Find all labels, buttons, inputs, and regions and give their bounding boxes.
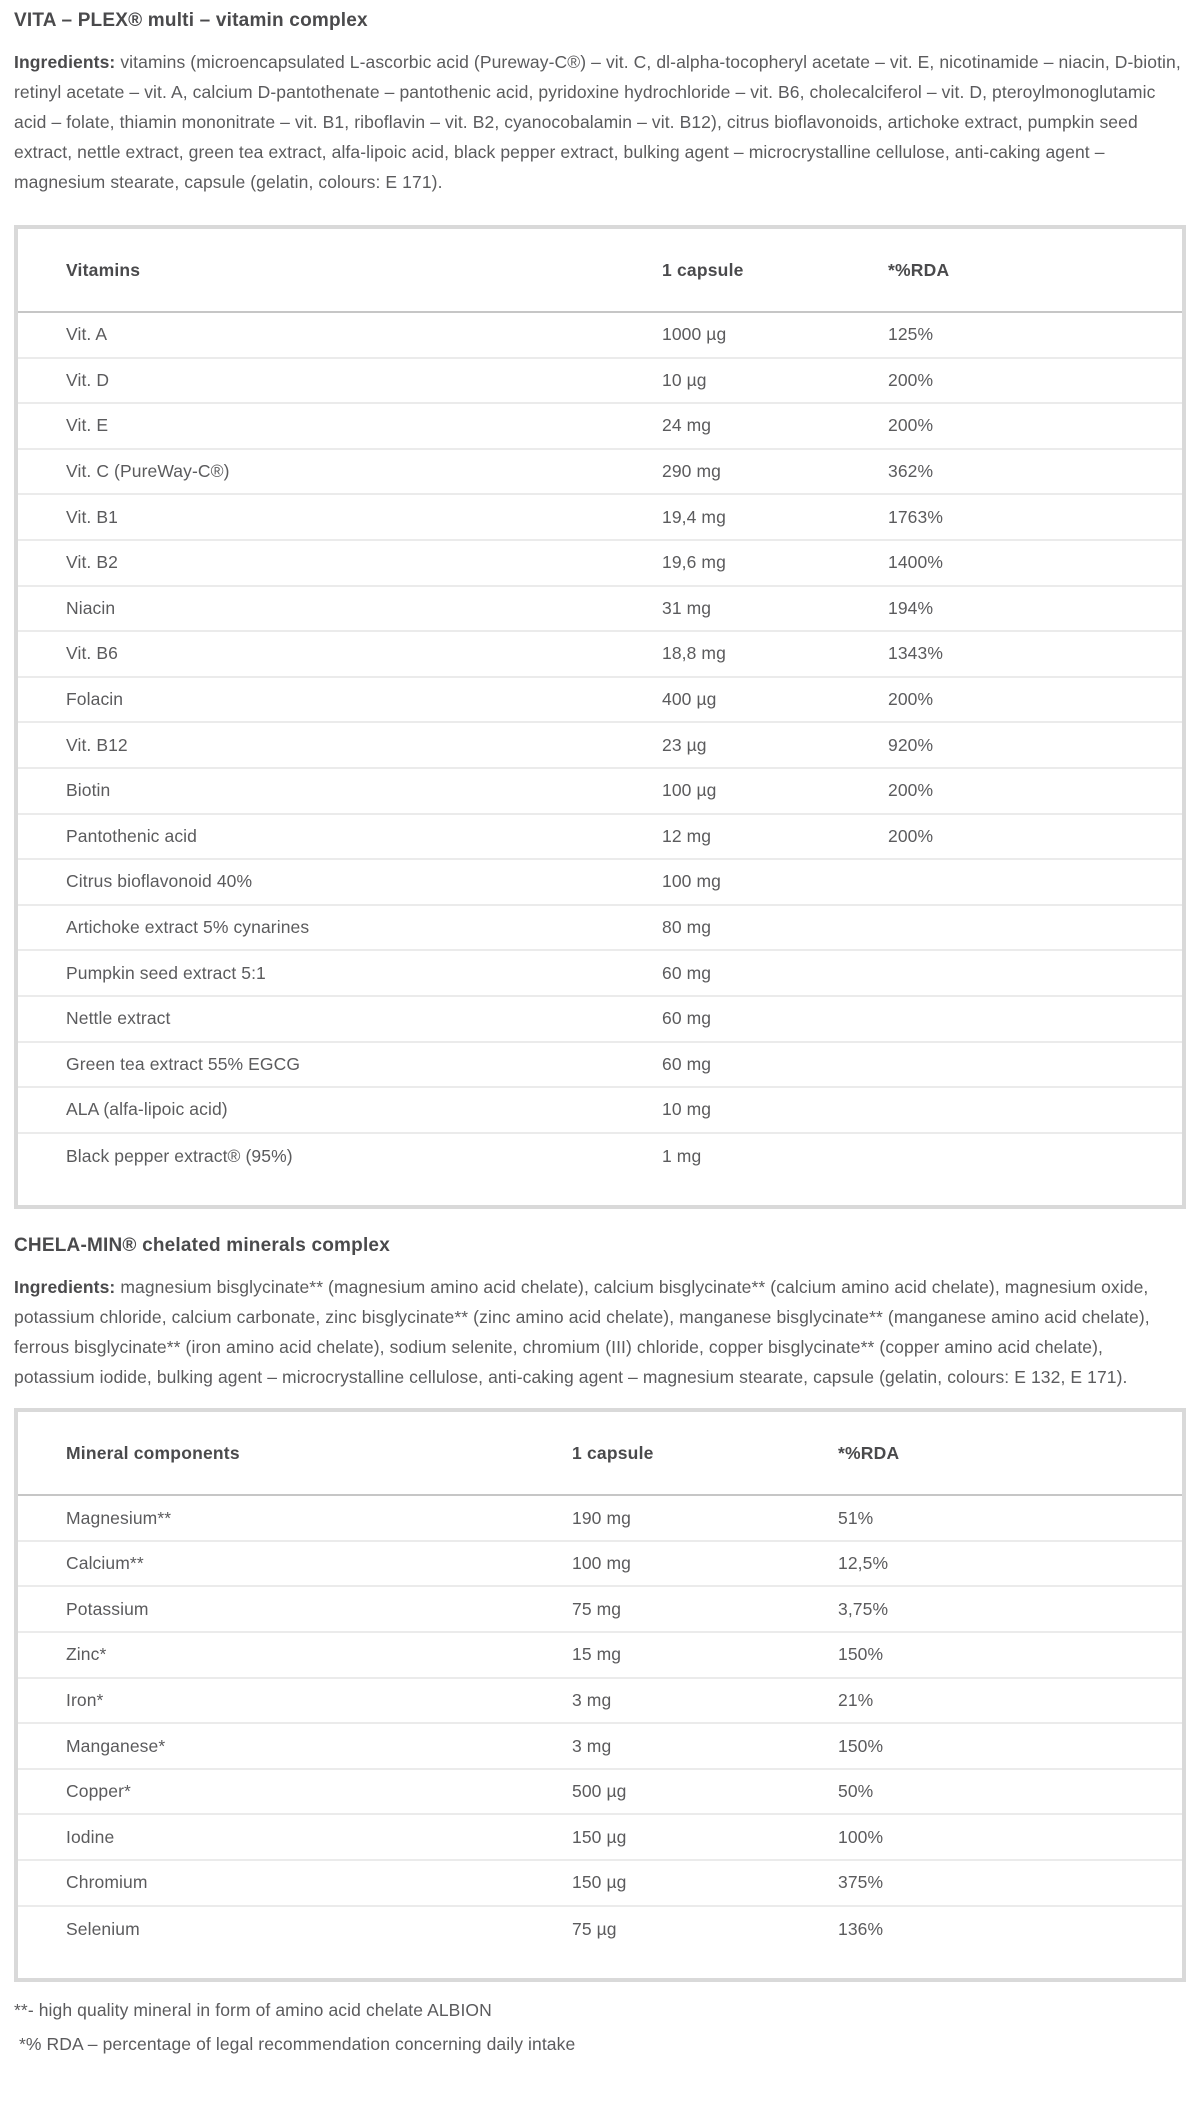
cell-amount: 100 mg (572, 1553, 631, 1574)
cell-component-name: Iron* (66, 1689, 104, 1710)
table-row (18, 632, 1182, 678)
minerals-ingredients-paragraph (14, 1272, 1186, 1392)
cell-component-name: Iodine (66, 1826, 115, 1847)
cell-rda: 21% (838, 1689, 874, 1710)
table-row (18, 1907, 1182, 1953)
cell-component-name: Potassium (66, 1598, 149, 1619)
ingredients-label: Ingredients: (14, 1277, 116, 1298)
cell-rda: 375% (838, 1872, 884, 1893)
vitamins-section-title: VITA – PLEX® multi – vitamin complex (14, 10, 368, 31)
cell-amount: 3 mg (572, 1689, 612, 1710)
cell-component-name: Vit. E (66, 415, 109, 436)
cell-component-name: Citrus bioflavonoid 40% (66, 871, 253, 892)
cell-component-name: Pumpkin seed extract 5:1 (66, 962, 266, 983)
cell-rda: 920% (888, 734, 934, 755)
cell-amount: 80 mg (662, 917, 712, 938)
cell-amount: 1 mg (662, 1145, 702, 1166)
cell-amount: 3 mg (572, 1735, 612, 1756)
header-cell-minerals: Mineral components (66, 1442, 240, 1463)
cell-component-name: Zinc* (66, 1644, 107, 1665)
cell-rda: 12,5% (838, 1553, 889, 1574)
table-row (18, 723, 1182, 769)
table-row (18, 951, 1182, 997)
cell-component-name: Vit. A (66, 324, 108, 345)
header-cell-capsule: 1 capsule (662, 259, 744, 280)
table-row (18, 678, 1182, 724)
table-row (18, 404, 1182, 450)
cell-amount: 31 mg (662, 597, 712, 618)
cell-amount: 18,8 mg (662, 643, 726, 664)
cell-amount: 23 µg (662, 734, 707, 755)
cell-rda: 200% (888, 415, 934, 436)
cell-amount: 60 mg (662, 1053, 712, 1074)
cell-rda: 1763% (888, 506, 943, 527)
vitamins-table-body (18, 313, 1182, 1179)
cell-amount: 10 mg (662, 1099, 712, 1120)
cell-component-name: Magnesium** (66, 1507, 172, 1528)
vitamins-ingredients-paragraph (14, 47, 1186, 197)
minerals-table (14, 1408, 1186, 1982)
ingredients-text: vitamins (microencapsulated L-ascorbic acid (Pureway-C®) – vit. C, dl-alpha-tocopheryl acetate – vit. E, nicotinamide – niacin, D-biotin, retinyl acetate – vit. A, calcium D-pantothenate – pantothenic acid, pyridoxine hydrochloride – vit. B6, cholecalciferol – vit. D, pteroylmonoglutamic acid – folate, thiamin mononitrate – vit. B1, riboflavin – vit. B2, cyanocobalamin – vit. B12), citrus bioflavonoids, artichoke extract, pumpkin seed extract, nettle extract, green tea extract, alfa-lipoic acid, black pepper extract, bulking agent – microcrystalline cellulose, anti-caking agent – magnesium stearate, capsule (gelatin, colours: E 171). (14, 52, 1181, 192)
table-row (18, 1633, 1182, 1679)
cell-component-name: Black pepper extract® (95%) (66, 1145, 293, 1166)
cell-component-name: Nettle extract (66, 1008, 171, 1029)
table-row (18, 1088, 1182, 1134)
cell-rda: 200% (888, 825, 934, 846)
cell-component-name: Vit. B12 (66, 734, 128, 755)
table-row (18, 541, 1182, 587)
cell-component-name: Chromium (66, 1872, 148, 1893)
table-row (18, 906, 1182, 952)
cell-component-name: Selenium (66, 1918, 140, 1939)
table-row (18, 997, 1182, 1043)
cell-component-name: Niacin (66, 597, 116, 618)
minerals-section-title: CHELA-MIN® chelated minerals complex (14, 1235, 390, 1257)
cell-component-name: ALA (alfa-lipoic acid) (66, 1099, 228, 1120)
cell-amount: 1000 µg (662, 324, 727, 345)
cell-rda: 125% (888, 324, 934, 345)
cell-amount: 24 mg (662, 415, 712, 436)
table-row (18, 1861, 1182, 1907)
cell-rda: 100% (838, 1826, 884, 1847)
header-cell-rda: *%RDA (888, 259, 950, 280)
cell-amount: 12 mg (662, 825, 712, 846)
cell-amount: 150 µg (572, 1872, 627, 1893)
table-row (18, 860, 1182, 906)
cell-component-name: Vit. B2 (66, 552, 118, 573)
cell-rda: 194% (888, 597, 934, 618)
cell-amount: 75 mg (572, 1598, 622, 1619)
cell-amount: 150 µg (572, 1826, 627, 1847)
table-row (18, 1043, 1182, 1089)
cell-amount: 19,4 mg (662, 506, 726, 527)
cell-rda: 362% (888, 461, 934, 482)
cell-component-name: Vit. C (PureWay-C®) (66, 461, 230, 482)
table-row (18, 1587, 1182, 1633)
cell-component-name: Vit. B6 (66, 643, 118, 664)
cell-component-name: Biotin (66, 780, 111, 801)
ingredients-text: magnesium bisglycinate** (magnesium amino acid chelate), calcium bisglycinate** (calcium amino acid chelate), magnesium oxide, potassium chloride, calcium carbonate, zinc bisglycinate** (zinc amino acid chelate), manganese bisglycinate** (manganese amino acid chelate), ferrous bisglycinate** (iron amino acid chelate), sodium selenite, chromium (III) chloride, copper bisglycinate** (copper amino acid chelate), potassium iodide, bulking agent – microcrystalline cellulose, anti-caking agent – magnesium stearate, capsule (gelatin, colours: E 132, E 171). (14, 1277, 1150, 1388)
table-row (18, 1542, 1182, 1588)
cell-rda: 3,75% (838, 1598, 889, 1619)
cell-amount: 400 µg (662, 689, 717, 710)
cell-rda: 51% (838, 1507, 874, 1528)
cell-rda: 200% (888, 780, 934, 801)
cell-component-name: Pantothenic acid (66, 825, 197, 846)
cell-rda: 150% (838, 1735, 884, 1756)
footnote-rda: *% RDA – percentage of legal recommendation concerning daily intake (19, 2034, 576, 2055)
cell-rda: 150% (838, 1644, 884, 1665)
table-row (18, 587, 1182, 633)
cell-amount: 290 mg (662, 461, 721, 482)
cell-amount: 60 mg (662, 962, 712, 983)
cell-component-name: Manganese* (66, 1735, 166, 1756)
cell-amount: 60 mg (662, 1008, 712, 1029)
cell-rda: 1400% (888, 552, 943, 573)
table-row (18, 1496, 1182, 1542)
table-row (18, 313, 1182, 359)
cell-amount: 10 µg (662, 369, 707, 390)
cell-amount: 19,6 mg (662, 552, 726, 573)
table-row (18, 1724, 1182, 1770)
minerals-table-header-row (18, 1412, 1182, 1496)
cell-component-name: Calcium** (66, 1553, 144, 1574)
table-row (18, 359, 1182, 405)
cell-amount: 500 µg (572, 1781, 627, 1802)
cell-rda: 136% (838, 1918, 884, 1939)
cell-amount: 75 µg (572, 1918, 617, 1939)
table-row (18, 495, 1182, 541)
cell-amount: 100 µg (662, 780, 717, 801)
vitamins-table (14, 225, 1186, 1209)
table-row (18, 1770, 1182, 1816)
cell-amount: 15 mg (572, 1644, 622, 1665)
cell-component-name: Vit. B1 (66, 506, 118, 527)
cell-component-name: Copper* (66, 1781, 131, 1802)
cell-component-name: Green tea extract 55% EGCG (66, 1053, 301, 1074)
table-row (18, 769, 1182, 815)
cell-amount: 100 mg (662, 871, 721, 892)
header-cell-capsule: 1 capsule (572, 1442, 654, 1463)
cell-component-name: Folacin (66, 689, 124, 710)
cell-rda: 200% (888, 369, 934, 390)
header-cell-vitamins: Vitamins (66, 259, 141, 280)
vitamins-table-header-row (18, 229, 1182, 313)
header-cell-rda: *%RDA (838, 1442, 900, 1463)
footnote-chelate: **- high quality mineral in form of amino acid chelate ALBION (14, 2000, 492, 2021)
table-row (18, 1134, 1182, 1180)
table-row (18, 815, 1182, 861)
cell-rda: 50% (838, 1781, 874, 1802)
table-row (18, 1679, 1182, 1725)
minerals-table-body (18, 1496, 1182, 1952)
cell-component-name: Vit. D (66, 369, 110, 390)
table-row (18, 1815, 1182, 1861)
table-row (18, 450, 1182, 496)
cell-rda: 200% (888, 689, 934, 710)
cell-rda: 1343% (888, 643, 943, 664)
cell-amount: 190 mg (572, 1507, 631, 1528)
ingredients-label: Ingredients: (14, 52, 116, 72)
cell-component-name: Artichoke extract 5% cynarines (66, 917, 310, 938)
